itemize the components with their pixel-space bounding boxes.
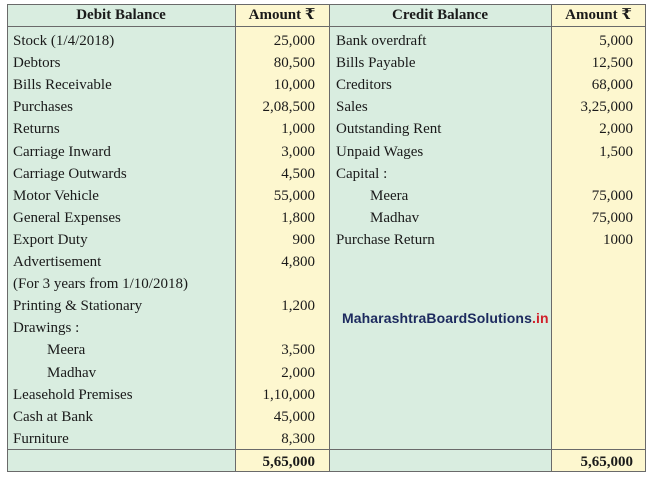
debit-row-label: Carriage Outwards	[13, 165, 127, 182]
credit-row-label: Meera	[370, 187, 409, 204]
trial-balance-table	[7, 4, 646, 472]
credit-row-label: Capital :	[336, 165, 388, 182]
header-debit-balance: Debit Balance	[76, 7, 166, 23]
col-divider-2	[329, 4, 330, 472]
watermark	[342, 310, 549, 326]
debit-row-amount: 4,800	[281, 254, 315, 270]
debit-row-label: Motor Vehicle	[13, 187, 99, 204]
debit-row-label: Meera	[47, 342, 86, 359]
debit-row-label: Drawings :	[13, 320, 80, 337]
credit-row-label: Purchase Return	[336, 231, 435, 248]
debit-row-label: (For 3 years from 1/10/2018)	[13, 276, 188, 293]
credit-row-amount: 1,500	[599, 143, 633, 160]
debit-row-amount: 3,000	[281, 143, 315, 160]
debit-row-label: Bills Receivable	[13, 77, 112, 94]
debit-row-amount: 55,000	[273, 187, 315, 204]
debit-row-label: Cash at Bank	[13, 408, 93, 425]
debit-row-label: Debtors	[13, 55, 61, 72]
watermark-suffix: .in	[531, 310, 549, 326]
debit-row-amount: 25,000	[273, 33, 315, 49]
credit-row-label: Bills Payable	[336, 55, 416, 72]
credit-row-label: Creditors	[336, 77, 392, 94]
header-credit-amount: Amount ₹	[565, 7, 632, 23]
credit-row-amount: 1000	[603, 231, 633, 248]
debit-row-label: Madhav	[47, 364, 97, 381]
debit-row-label: Purchases	[13, 99, 73, 116]
debit-row-label: Printing & Stationary	[13, 298, 143, 315]
credit-row-amount: 3,25,000	[580, 99, 633, 116]
debit-row-amount: 2,000	[281, 364, 315, 381]
credit-row-amount: 68,000	[591, 77, 633, 94]
credit-total: 5,65,000	[580, 454, 633, 470]
debit-row-amount: 80,500	[273, 55, 315, 72]
debit-row-amount: 3,500	[281, 342, 315, 359]
left-border	[7, 4, 8, 472]
debit-row-label: Returns	[13, 121, 60, 138]
debit-row-label: Export Duty	[13, 231, 88, 248]
credit-row-amount: 75,000	[591, 209, 633, 226]
debit-row-amount: 8,300	[281, 430, 315, 447]
debit-row-label: Leasehold Premises	[13, 386, 133, 403]
debit-row-amount: 4,500	[281, 165, 315, 182]
debit-row-amount: 45,000	[273, 408, 315, 425]
debit-row-label: Advertisement	[13, 254, 102, 270]
debit-row-label: Carriage Inward	[13, 143, 111, 160]
credit-row-amount: 2,000	[599, 121, 633, 138]
credit-row-amount: 12,500	[591, 55, 633, 72]
debit-row-amount: 2,08,500	[262, 99, 315, 116]
debit-row-amount: 1,200	[281, 298, 315, 315]
header-credit-balance: Credit Balance	[392, 7, 488, 23]
credit-row-label: Madhav	[370, 209, 420, 226]
debit-row-amount: 1,10,000	[262, 386, 315, 403]
debit-row-amount: 1,800	[281, 209, 315, 226]
debit-row-label: Stock (1/4/2018)	[13, 33, 115, 49]
watermark-main: MaharashtraBoardSolutions	[342, 310, 532, 326]
debit-total: 5,65,000	[262, 454, 315, 470]
debit-row-amount: 900	[292, 231, 315, 248]
right-border	[645, 4, 646, 472]
credit-row-label: Bank overdraft	[336, 33, 427, 49]
credit-row-label: Outstanding Rent	[336, 121, 442, 138]
credit-row-label: Unpaid Wages	[336, 143, 424, 160]
credit-row-amount: 5,000	[599, 33, 633, 49]
debit-row-label: General Expenses	[13, 209, 121, 226]
debit-row-amount: 10,000	[273, 77, 315, 94]
col-divider-1	[235, 4, 236, 472]
credit-row-label: Sales	[336, 99, 368, 116]
debit-row-amount: 1,000	[281, 121, 315, 138]
header-debit-amount: Amount ₹	[248, 7, 316, 23]
debit-row-label: Furniture	[13, 430, 69, 447]
col-divider-3	[551, 4, 552, 472]
credit-row-amount: 75,000	[591, 187, 633, 204]
